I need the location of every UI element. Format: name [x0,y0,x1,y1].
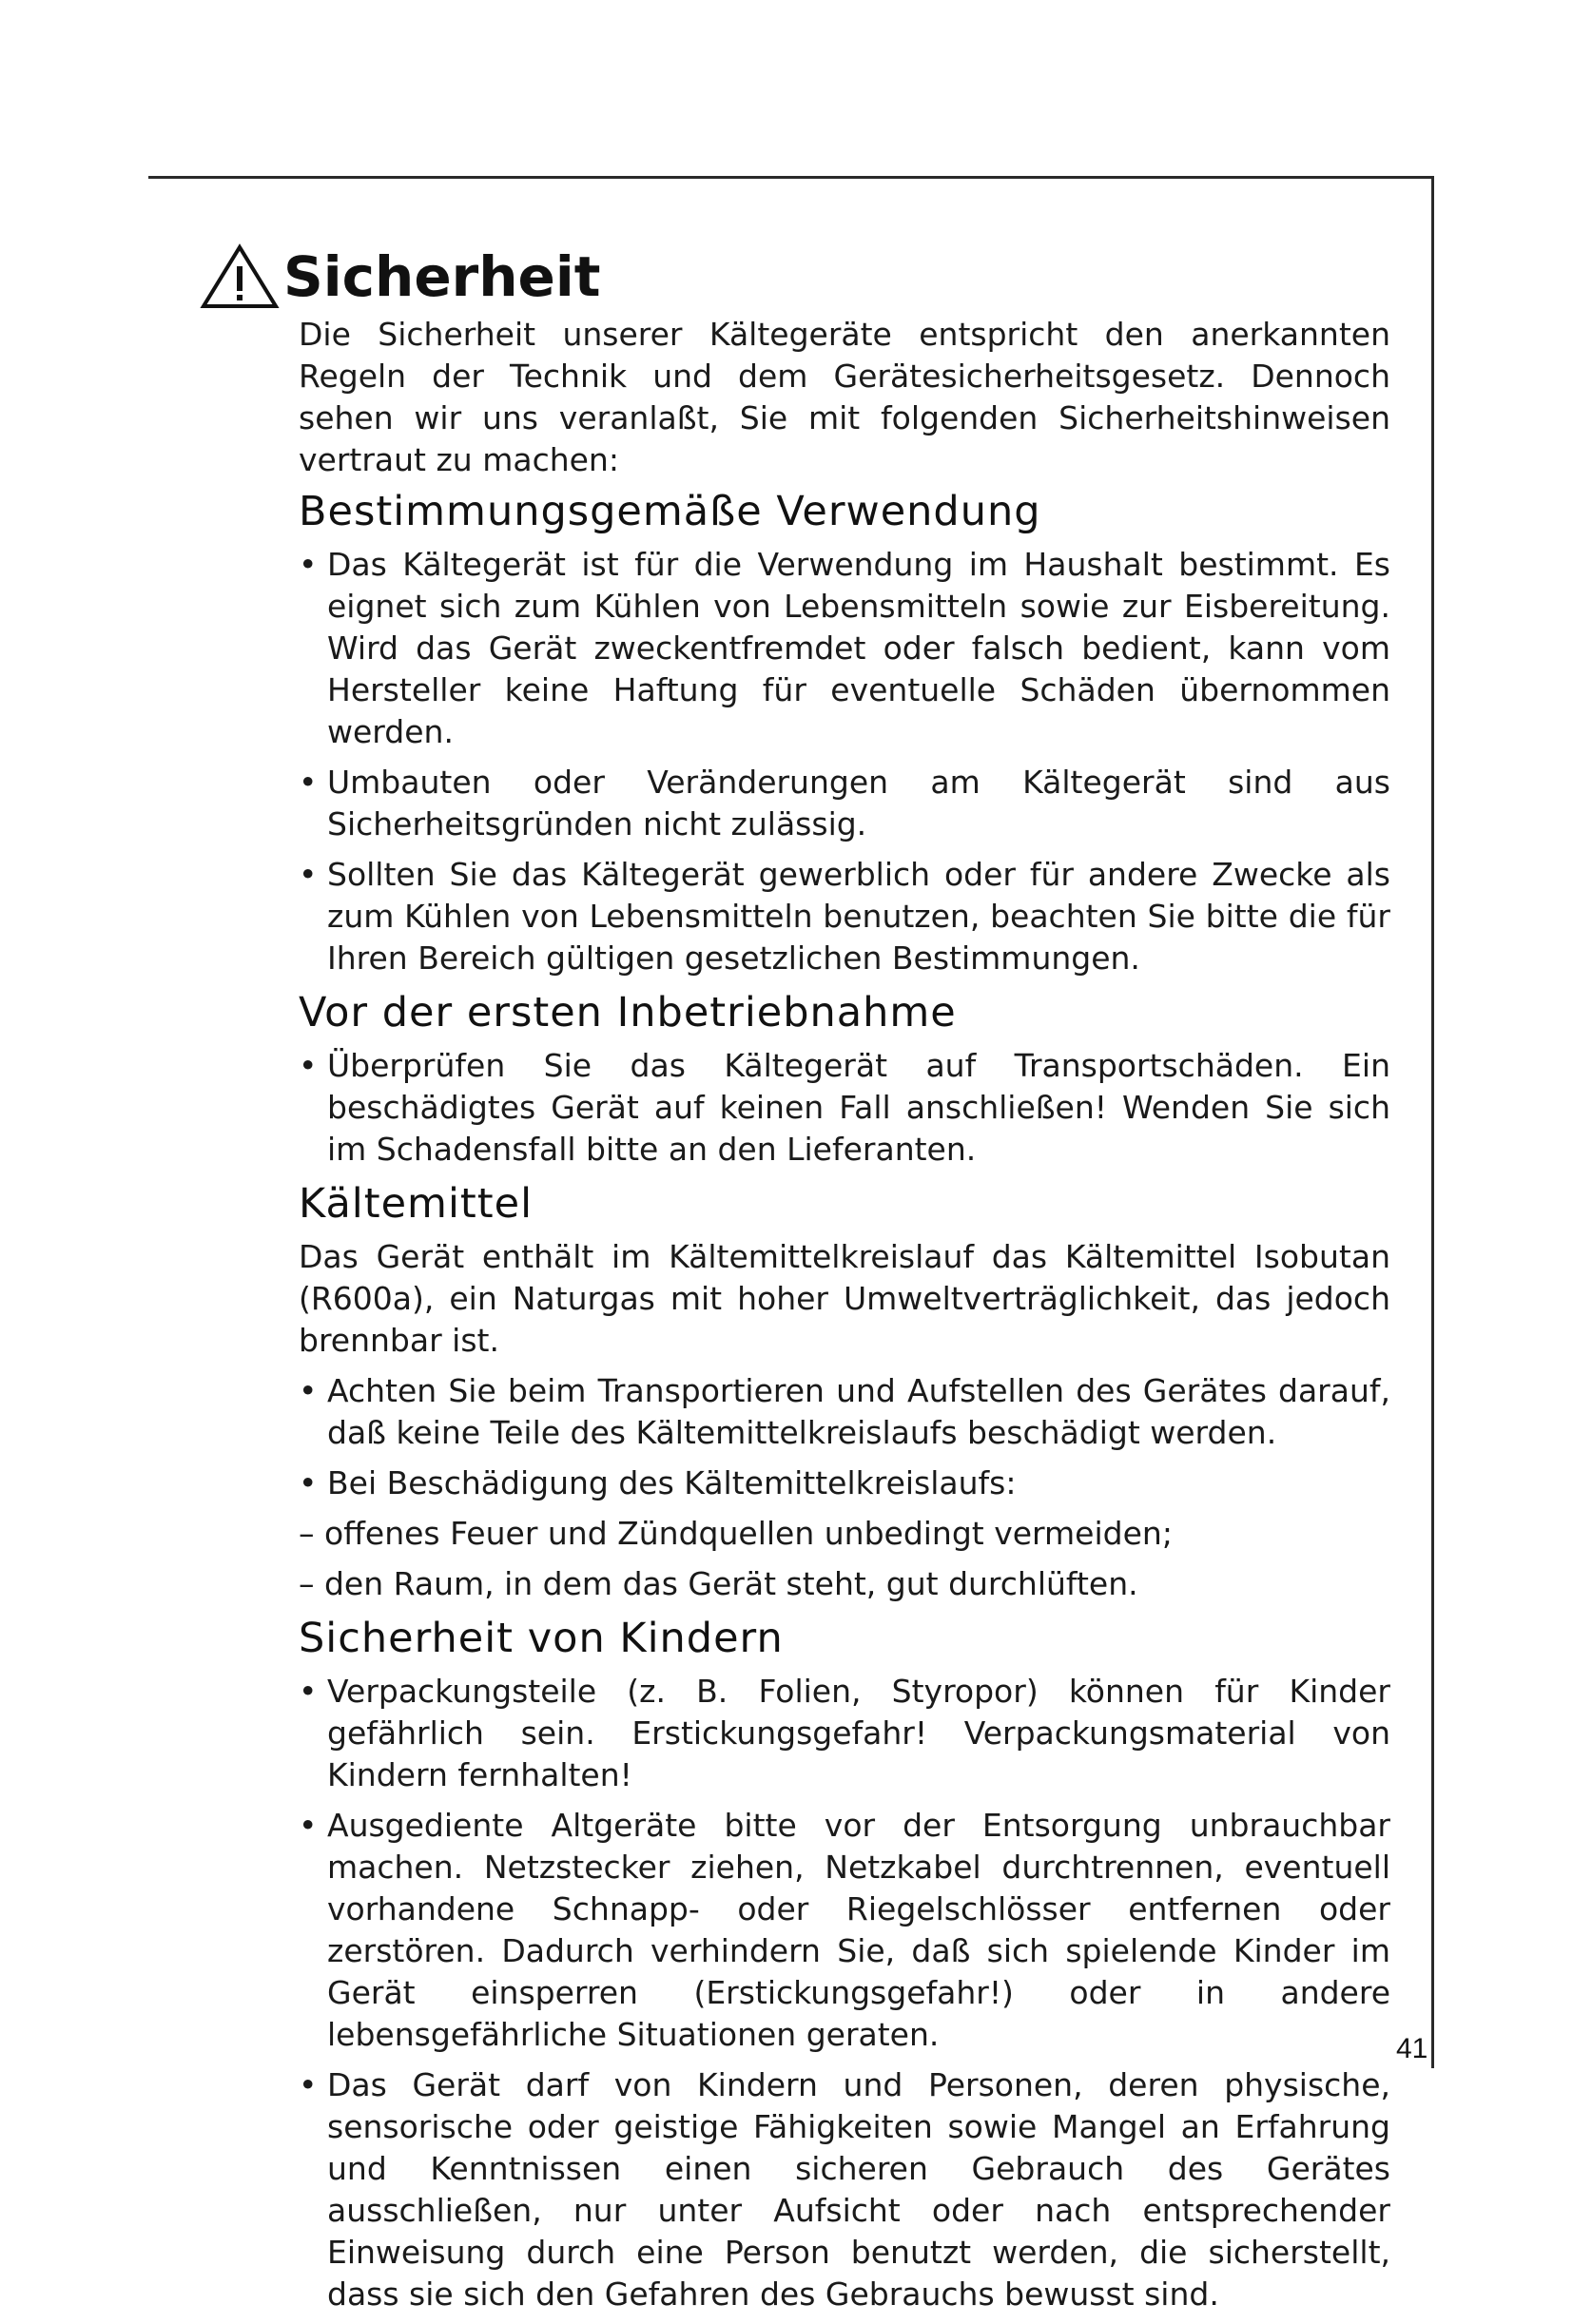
list-item: • Bei Beschädigung des Kältemittelkreislaufs: [299,1462,1390,1504]
dash-item: – offenes Feuer und Zündquellen unbedingt vermeiden; [299,1515,1173,1552]
content [299,314,1390,2324]
title-row [200,234,601,310]
warning-triangle-icon [200,243,280,310]
list-item: • Das Gerät darf von Kindern und Personen, deren physische, sensorische oder geistige Fähigkeiten sowie Mangel an Erfahrung und Kenntnissen einen sicheren Gebrauch des Gerätes ausschließen, nur unter Aufsicht oder nach entsprechender Einweisung durch eine Person benutzt werden, die sicherstellt, dass sie sich den Gefahren des Gebrauchs bewusst sind. [299,2064,1390,2315]
heading-refrigerant: Kältemittel [299,1180,534,1228]
right-rule [1431,176,1434,2068]
list-item: • Ausgediente Altgeräte bitte vor der Entsorgung unbrauchbar machen. Netzstecker ziehen, Netzkabel durchtrennen, eventuell vorhandene Schnapp- oder Riegelschlösser entfernen oder zerstören. Dadurch verhindern Sie, daß sich spielende Kinder im Gerät einsperren (Erstickungsgefahr!) oder in andere lebensgefährliche Situationen geraten. [299,1805,1390,2056]
refrigerant-paragraph: Das Gerät enthält im Kältemittelkreislauf das Kältemittel Isobutan (R600a), ein Naturgas mit hoher Umweltverträglichkeit, das jedoch brennbar ist. [299,1238,1390,1359]
list-item: • Das Kältegerät ist für die Verwendung im Haushalt bestimmt. Es eignet sich zum Kühlen von Lebensmitteln sowie zur Eisbereitung. Wird das Gerät zweckentfremdet oder falsch bedient, kann vom Hersteller keine Haftung für eventuelle Schäden übernommen werden. [299,544,1390,753]
heading-first-use: Vor der ersten Inbetriebnahme [299,989,957,1036]
heading-child-safety: Sicherheit von Kindern [299,1615,784,1662]
list-item: • Umbauten oder Veränderungen am Kältegerät sind aus Sicherheitsgründen nicht zulässig. [299,762,1390,845]
page-number: 41 [1396,2033,1428,2064]
intro-paragraph: Die Sicherheit unserer Kältegeräte entspricht den anerkannten Regeln der Technik und dem Gerätesicherheitsgesetz. Dennoch sehen wir uns veranlaßt, Sie mit folgenden Sicherheitshinweisen vertraut zu machen: [299,316,1390,478]
list-item: • Achten Sie beim Transportieren und Aufstellen des Gerätes darauf, daß keine Teile des Kältemittelkreislaufs beschädigt werden. [299,1370,1390,1454]
dash-item: – den Raum, in dem das Gerät steht, gut durchlüften. [299,1565,1138,1602]
heading-intended-use: Bestimmungsgemäße Verwendung [299,488,1041,535]
list-item: • Sollten Sie das Kältegerät gewerblich oder für andere Zwecke als zum Kühlen von Lebensmitteln benutzen, beachten Sie bitte die für Ihren Bereich gültigen gesetzlichen Bestimmungen. [299,854,1390,979]
top-rule [148,176,1434,179]
list-item: • Überprüfen Sie das Kältegerät auf Transportschäden. Ein beschädigtes Gerät auf keinen Fall anschließen! Wenden Sie sich im Schadensfall bitte an den Lieferanten. [299,1045,1390,1171]
list-item: • Verpackungsteile (z. B. Folien, Styropor) können für Kinder gefährlich sein. Erstickungsgefahr! Verpackungsmaterial von Kindern fernhalten! [299,1671,1390,1796]
page-title: Sicherheit [283,244,601,309]
